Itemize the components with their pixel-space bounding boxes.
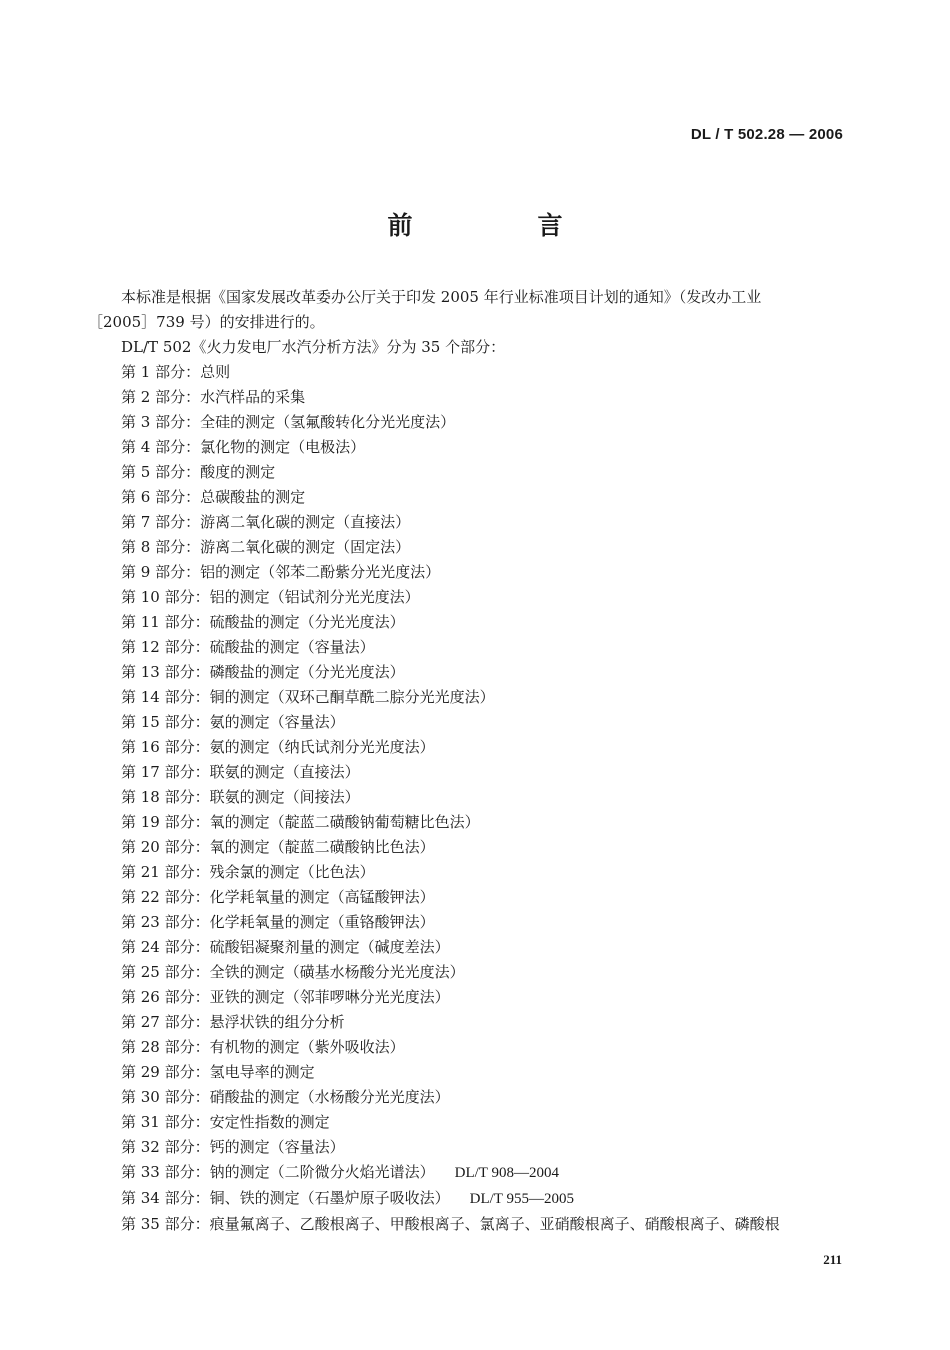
- part-label: 第 3 部分：全硅的测定（氢氟酸转化分光光度法）: [121, 413, 456, 431]
- list-item: [88, 885, 844, 910]
- part-standard-reference: DL/T 908—2004: [454, 1165, 559, 1181]
- part-label: 第 21 部分：残余氯的测定（比色法）: [121, 863, 375, 881]
- page-title: 前 言: [387, 211, 613, 240]
- list-item: [88, 460, 844, 485]
- part-label: 第 35 部分：痕量氟离子、乙酸根离子、甲酸根离子、氯离子、亚硝酸根离子、硝酸根离子、磷酸根: [121, 1215, 780, 1233]
- list-item: [88, 785, 844, 810]
- part-label: 第 8 部分：游离二氧化碳的测定（固定法）: [121, 538, 411, 556]
- list-item: [88, 1060, 844, 1085]
- part-label: 第 28 部分：有机物的测定（紫外吸收法）: [121, 1038, 405, 1056]
- part-label: 第 2 部分：水汽样品的采集: [121, 388, 306, 406]
- list-item: [88, 1135, 844, 1160]
- part-label: 第 25 部分：全铁的测定（磺基水杨酸分光光度法）: [121, 963, 465, 981]
- foreword-body: [88, 285, 844, 1237]
- intro-line-2: ［2005］739 号）的安排进行的。: [88, 313, 325, 331]
- part-label: 第 18 部分：联氨的测定（间接法）: [121, 788, 360, 806]
- part-label: 第 34 部分：铜、铁的测定（石墨炉原子吸收法）: [121, 1189, 450, 1207]
- list-item: [88, 1085, 844, 1110]
- part-label: 第 10 部分：铝的测定（铝试剂分光光度法）: [121, 588, 420, 606]
- list-item: [88, 560, 844, 585]
- list-item: [88, 735, 844, 760]
- list-item: [88, 935, 844, 960]
- list-item: [88, 1160, 844, 1186]
- list-item: [88, 985, 844, 1010]
- list-item: [88, 760, 844, 785]
- list-item: [88, 1212, 844, 1237]
- part-label: 第 23 部分：化学耗氧量的测定（重铬酸钾法）: [121, 913, 435, 931]
- list-item: [88, 660, 844, 685]
- part-label: 第 22 部分：化学耗氧量的测定（高锰酸钾法）: [121, 888, 435, 906]
- part-label: 第 33 部分：钠的测定（二阶微分火焰光谱法）: [121, 1163, 435, 1181]
- list-item: [88, 610, 844, 635]
- part-label: 第 29 部分：氢电导率的测定: [121, 1063, 315, 1081]
- list-item: [88, 710, 844, 735]
- list-item: [88, 485, 844, 510]
- part-label: 第 6 部分：总碳酸盐的测定: [121, 488, 306, 506]
- part-standard-reference: DL/T 955—2005: [469, 1191, 574, 1207]
- part-label: 第 27 部分：悬浮状铁的组分分析: [121, 1013, 345, 1031]
- list-item: [88, 685, 844, 710]
- list-item: [88, 1186, 844, 1212]
- list-item: [88, 410, 844, 435]
- list-item: [88, 1010, 844, 1035]
- list-item: [88, 860, 844, 885]
- list-item: [88, 635, 844, 660]
- list-item: [88, 1110, 844, 1135]
- part-label: 第 11 部分：硫酸盐的测定（分光光度法）: [121, 613, 405, 631]
- part-label: 第 31 部分：安定性指数的测定: [121, 1113, 330, 1131]
- list-item: [88, 585, 844, 610]
- standard-code: DL / T 502.28 — 2006: [690, 126, 843, 143]
- list-item: [88, 835, 844, 860]
- list-item: [88, 535, 844, 560]
- part-label: 第 19 部分：氧的测定（靛蓝二磺酸钠葡萄糖比色法）: [121, 813, 480, 831]
- part-label: 第 16 部分：氨的测定（纳氏试剂分光光度法）: [121, 738, 435, 756]
- list-item: [88, 385, 844, 410]
- part-label: 第 20 部分：氧的测定（靛蓝二磺酸钠比色法）: [121, 838, 435, 856]
- list-item: [88, 435, 844, 460]
- part-label: 第 12 部分：硫酸盐的测定（容量法）: [121, 638, 375, 656]
- part-label: 第 13 部分：磷酸盐的测定（分光光度法）: [121, 663, 405, 681]
- list-item: [88, 960, 844, 985]
- part-label: 第 7 部分：游离二氧化碳的测定（直接法）: [121, 513, 411, 531]
- list-item: [88, 910, 844, 935]
- intro-line-1: 本标准是根据《国家发展改革委办公厅关于印发 2005 年行业标准项目计划的通知》（发改办工业: [121, 288, 762, 306]
- part-label: 第 4 部分：氯化物的测定（电极法）: [121, 438, 366, 456]
- list-item: [88, 1035, 844, 1060]
- part-label: 第 30 部分：硝酸盐的测定（水杨酸分光光度法）: [121, 1088, 450, 1106]
- part-label: 第 26 部分：亚铁的测定（邻菲啰啉分光光度法）: [121, 988, 450, 1006]
- parts-list: [88, 360, 844, 1237]
- list-item: [88, 810, 844, 835]
- part-label: 第 32 部分：钙的测定（容量法）: [121, 1138, 345, 1156]
- part-label: 第 14 部分：铜的测定（双环己酮草酰二腙分光光度法）: [121, 688, 495, 706]
- part-label: 第 9 部分：铝的测定（邻苯二酚紫分光光度法）: [121, 563, 441, 581]
- part-label: 第 5 部分：酸度的测定: [121, 463, 276, 481]
- part-label: 第 1 部分：总则: [121, 363, 231, 381]
- part-label: 第 24 部分：硫酸铝凝聚剂量的测定（碱度差法）: [121, 938, 450, 956]
- page-number: 211: [823, 1252, 842, 1267]
- part-label: 第 17 部分：联氨的测定（直接法）: [121, 763, 360, 781]
- parts-intro: DL/T 502《火力发电厂水汽分析方法》分为 35 个部分：: [121, 338, 506, 356]
- part-label: 第 15 部分：氨的测定（容量法）: [121, 713, 345, 731]
- list-item: [88, 510, 844, 535]
- list-item: [88, 360, 844, 385]
